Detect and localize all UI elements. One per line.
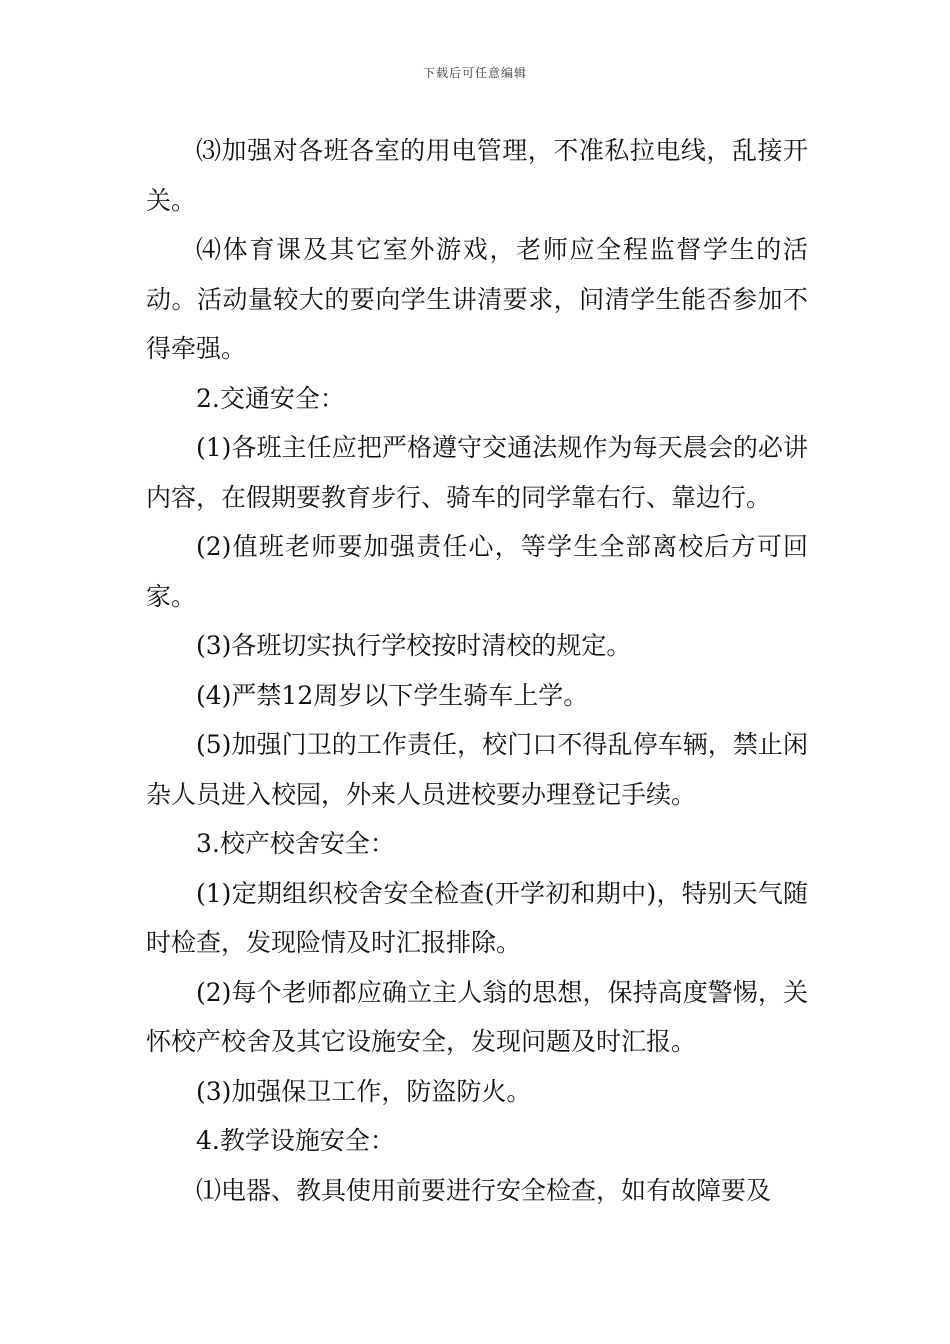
paragraph-pe-class: ⑷体育课及其它室外游戏，老师应全程监督学生的活动。活动量较大的要向学生讲清要求，问清学生能否参加不得牵强。 (146, 235, 808, 363)
document-body (146, 126, 808, 1215)
paragraph-traffic-1: (1)各班主任应把严格遵守交通法规作为每天晨会的必讲内容，在假期要教育步行、骑车的同学靠右行、靠边行。 (146, 433, 808, 512)
paragraph-traffic-2: (2)值班老师要加强责任心，等学生全部离校后方可回家。 (146, 532, 808, 611)
section-heading-property: 3.校产校舍安全： (196, 829, 395, 858)
paragraph-traffic-4: (4)严禁12周岁以下学生骑车上学。 (196, 680, 589, 710)
paragraph-property-3: (3)加强保卫工作，防盗防火。 (196, 1076, 532, 1106)
section-heading-teaching-facilities: 4.教学设施安全： (196, 1126, 395, 1155)
paragraph-property-2: (2)每个老师都应确立主人翁的思想，保持高度警惕，关怀校产校舍及其它设施安全，发现问题及时汇报。 (146, 977, 808, 1056)
section-heading-traffic: 2.交通安全： (196, 383, 345, 413)
paragraph-teaching-facilities-1: ⑴电器、教具使用前要进行安全检查，如有故障要及 (196, 1175, 772, 1205)
page-header: 下载后可任意编辑 (422, 66, 527, 80)
paragraph-electricity: ⑶加强对各班各室的用电管理，不准私拉电线，乱接开关。 (146, 136, 808, 215)
paragraph-property-1: (1)定期组织校舍安全检查(开学初和期中)，特别天气随时检查，发现险情及时汇报排除。 (146, 878, 808, 957)
paragraph-traffic-3: (3)各班切实执行学校按时清校的规定。 (196, 631, 632, 660)
paragraph-traffic-5: (5)加强门卫的工作责任，校门口不得乱停车辆，禁止闲杂人员进入校园，外来人员进校要办理登记手续。 (146, 730, 808, 809)
